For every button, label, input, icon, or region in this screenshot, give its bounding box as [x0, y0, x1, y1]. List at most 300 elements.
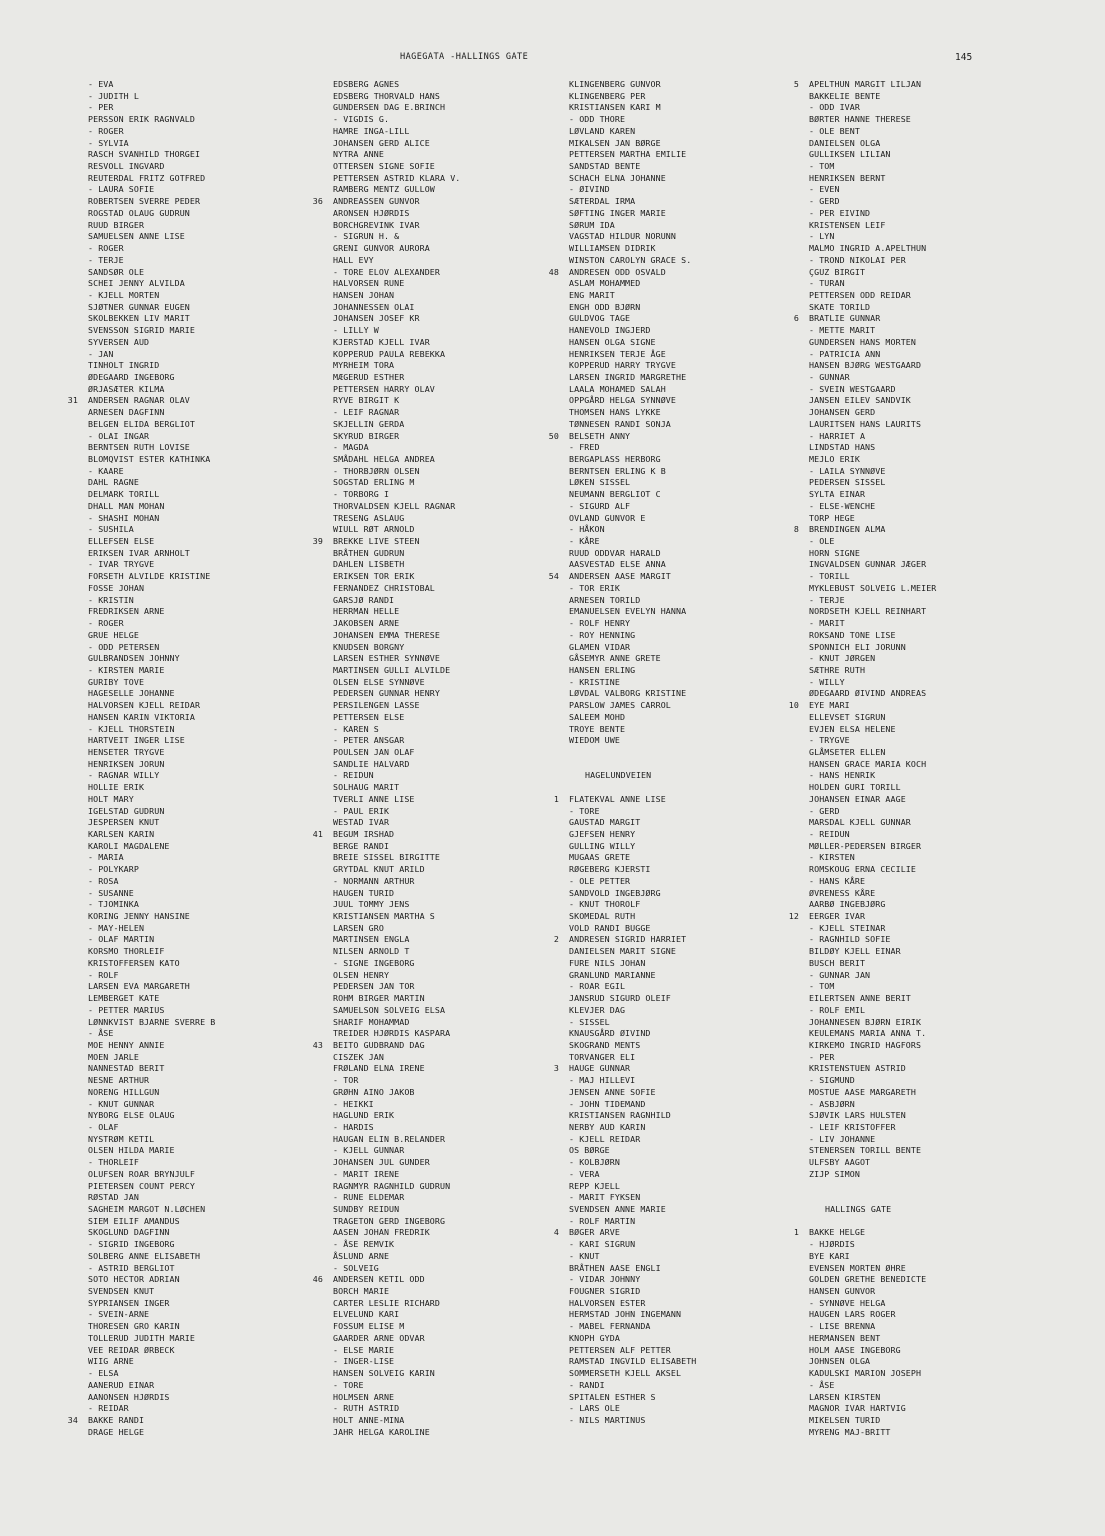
resident-entry: [773, 149, 1028, 161]
resident-entry: [52, 876, 307, 888]
resident-name: OLUFSEN ROAR BRYNJULF: [88, 1168, 195, 1179]
resident-entry: [773, 1309, 1028, 1321]
resident-name: - TOM: [809, 981, 835, 992]
resident-entry: [52, 794, 307, 806]
resident-entry: [533, 442, 788, 454]
house-number: 3: [553, 1063, 559, 1074]
resident-name: LØVLAND KAREN: [569, 125, 636, 136]
resident-entry: [297, 677, 552, 689]
resident-name: HENRIKSEN BERNT: [809, 172, 886, 183]
resident-name: MARTINSEN GULLI ALVILDE: [333, 664, 451, 675]
resident-name: PETTERSEN HARRY OLAV: [333, 383, 435, 394]
resident-name: PEDERSEN GUNNAR HENRY: [333, 688, 440, 699]
resident-entry: [52, 665, 307, 677]
resident-name: APELTHUN MARGIT LILJAN: [809, 79, 922, 89]
resident-name: GOLDEN GRETHE BENEDICTE: [809, 1274, 927, 1285]
resident-name: HORN SIGNE: [809, 547, 860, 558]
resident-name: MOE HENNY ANNIE: [88, 1039, 165, 1050]
resident-name: JAHR HELGA KAROLINE: [333, 1426, 430, 1437]
resident-name: SVENSSON SIGRID MARIE: [88, 325, 195, 336]
resident-name: - EVA: [88, 79, 114, 89]
resident-entry: [297, 466, 552, 478]
resident-name: - JAN: [88, 348, 114, 359]
resident-entry: [773, 747, 1028, 759]
resident-name: DHALL MAN MOHAN: [88, 500, 165, 511]
resident-name: - ROY HENNING: [569, 629, 636, 640]
resident-entry: [773, 1403, 1028, 1415]
resident-name: - KNUT GUNNAR: [88, 1098, 155, 1109]
resident-name: KRISTIANSEN RAGNHILD: [569, 1110, 671, 1121]
resident-name: - HANS HENRIK: [809, 770, 876, 781]
resident-name: BRÅTHEN AASE ENGLI: [569, 1262, 661, 1273]
resident-name: - ELSE MARIE: [333, 1344, 395, 1355]
resident-entry: [297, 735, 552, 747]
resident-name: SOGSTAD ERLING M: [333, 477, 415, 488]
resident-entry: [773, 1298, 1028, 1310]
resident-name: - SHASHI MOHAN: [88, 512, 160, 523]
resident-entry: [297, 642, 552, 654]
resident-name: JOHANSEN JOSEF KR: [333, 313, 420, 324]
resident-entry: [52, 1005, 307, 1017]
resident-entry: [533, 1110, 788, 1122]
resident-name: - OLE BENT: [809, 125, 860, 136]
resident-name: HANSEN KARIN VIKTORIA: [88, 711, 195, 722]
resident-entry: [52, 407, 307, 419]
resident-entry: [52, 302, 307, 314]
resident-entry: [52, 149, 307, 161]
resident-entry: [773, 1087, 1028, 1099]
resident-name: VAGSTAD HILDUR NORUNN: [569, 231, 676, 242]
resident-name: OVLAND GUNVOR E: [569, 512, 646, 523]
resident-name: - THORBJØRN OLSEN: [333, 465, 420, 476]
resident-entry: [773, 1192, 1028, 1204]
resident-name: SPITALEN ESTHER S: [569, 1391, 656, 1402]
resident-entry: [533, 899, 788, 911]
resident-name: - GERD: [809, 805, 840, 816]
resident-entry: [52, 1392, 307, 1404]
resident-name: - OLAI INGAR: [88, 430, 150, 441]
resident-name: SOTO HECTOR ADRIAN: [88, 1274, 180, 1285]
resident-entry: [773, 677, 1028, 689]
resident-name: HAUGE GUNNAR: [569, 1063, 631, 1074]
resident-entry: [297, 1145, 552, 1157]
resident-name: BØRTER HANNE THERESE: [809, 114, 911, 125]
resident-name: - MARIT: [809, 618, 845, 629]
resident-entry: [297, 173, 552, 185]
resident-entry: [773, 1321, 1028, 1333]
resident-entry: [773, 267, 1028, 279]
resident-entry: [773, 1227, 1028, 1239]
resident-name: JOHANSEN EINAR AAGE: [809, 793, 906, 804]
resident-entry: [533, 431, 788, 443]
resident-name: FOUGNER SIGRID: [569, 1286, 641, 1297]
resident-name: - ÅSE: [809, 1379, 835, 1390]
resident-name: NERBY AUD KARIN: [569, 1121, 646, 1132]
house-number: 1: [793, 1227, 799, 1238]
resident-entry: [533, 864, 788, 876]
resident-entry: [297, 1040, 552, 1052]
resident-name: REUTERDAL FRITZ GOTFRED: [88, 172, 206, 183]
resident-entry: [533, 419, 788, 431]
resident-entry: [533, 1122, 788, 1134]
resident-entry: [533, 595, 788, 607]
resident-entry: [297, 571, 552, 583]
resident-name: - LAILA SYNNØVE: [809, 465, 886, 476]
resident-name: MAGNOR IVAR HARTVIG: [809, 1403, 906, 1414]
resident-entry: [52, 243, 307, 255]
resident-entry: [52, 477, 307, 489]
resident-entry: [52, 454, 307, 466]
resident-entry: [773, 841, 1028, 853]
resident-entry: [297, 1274, 552, 1286]
resident-entry: [297, 454, 552, 466]
resident-name: FOSSUM ELISE M: [333, 1321, 405, 1332]
resident-name: SAGHEIM MARGOT N.LØCHEN: [88, 1204, 206, 1214]
resident-entry: [533, 477, 788, 489]
resident-name: WILLIAMSEN DIDRIK: [569, 243, 656, 254]
resident-entry: [773, 196, 1028, 208]
resident-entry: [52, 1169, 307, 1181]
resident-name: - OLAF MARTIN: [88, 934, 155, 945]
resident-entry: [533, 1368, 788, 1380]
resident-name: - TORILL: [809, 571, 850, 582]
resident-entry: [533, 114, 788, 126]
resident-name: BAKKE HELGE: [809, 1227, 866, 1238]
resident-entry: [533, 1298, 788, 1310]
resident-name: GLÅMSETER ELLEN: [809, 746, 886, 757]
resident-entry: [297, 1392, 552, 1404]
resident-name: - EVEN: [809, 184, 840, 195]
street-name: HALLINGS GATE: [825, 1204, 892, 1214]
resident-name: SAMUELSEN ANNE LISE: [88, 231, 185, 242]
resident-name: SÆTHRE RUTH: [809, 664, 866, 675]
resident-entry: [533, 606, 788, 618]
resident-entry: [52, 782, 307, 794]
resident-entry: [52, 1099, 307, 1111]
resident-name: BRATLIE GUNNAR: [809, 313, 881, 324]
resident-entry: [52, 313, 307, 325]
resident-name: BRÅTHEN GUDRUN: [333, 547, 405, 558]
resident-entry: [297, 712, 552, 724]
resident-entry: [533, 1192, 788, 1204]
resident-name: KNUDSEN BORGNY: [333, 641, 405, 652]
resident-name: - KRISTINE: [569, 676, 620, 687]
resident-entry: [52, 642, 307, 654]
resident-name: - SIGRID INGEBORG: [88, 1239, 175, 1250]
resident-name: - KAARE: [88, 465, 124, 476]
resident-name: MARSDAL KJELL GUNNAR: [809, 817, 911, 828]
resident-name: FERNANDEZ CHRISTOBAL: [333, 582, 435, 593]
resident-name: SANDSØR OLE: [88, 266, 145, 277]
street-name: HAGELUNDVEIEN: [585, 770, 652, 781]
resident-entry: [52, 571, 307, 583]
resident-entry: [533, 161, 788, 173]
resident-name: LARSEN ESTHER SYNNØVE: [333, 653, 440, 664]
resident-entry: [52, 548, 307, 560]
resident-name: - KNUT JØRGEN: [809, 653, 876, 664]
resident-name: FURE NILS JOHAN: [569, 957, 646, 968]
resident-entry: [533, 220, 788, 232]
resident-entry: [52, 138, 307, 150]
resident-entry: [773, 688, 1028, 700]
resident-entry: [773, 395, 1028, 407]
resident-entry: [297, 1263, 552, 1275]
resident-name: HALL EVY: [333, 254, 374, 265]
resident-entry: [52, 911, 307, 923]
resident-entry: [773, 1157, 1028, 1169]
resident-name: ELVELUND KARI: [333, 1309, 400, 1320]
resident-name: - MARIA: [88, 852, 124, 863]
resident-entry: [297, 946, 552, 958]
house-number: 48: [548, 266, 559, 277]
resident-entry: [773, 1380, 1028, 1392]
resident-name: TØNNESEN RANDI SONJA: [569, 418, 671, 429]
resident-name: ANDERSEN RAGNAR OLAV: [88, 395, 190, 406]
resident-entry: [773, 806, 1028, 818]
resident-entry: [533, 536, 788, 548]
resident-name: - HARDIS: [333, 1121, 374, 1132]
column-1: [52, 79, 307, 1438]
resident-entry: [297, 395, 552, 407]
resident-entry: [52, 337, 307, 349]
resident-entry: [297, 899, 552, 911]
resident-name: IGELSTAD GUDRUN: [88, 805, 165, 816]
resident-entry: [773, 1169, 1028, 1181]
resident-entry: [773, 1345, 1028, 1357]
resident-name: GULLIKSEN LILIAN: [809, 149, 891, 160]
resident-entry: [52, 1345, 307, 1357]
resident-name: INGVALDSEN GUNNAR JÆGER: [809, 559, 927, 570]
resident-name: PETTERSEN MARTHA EMILIE: [569, 149, 687, 160]
resident-entry: [52, 1368, 307, 1380]
resident-entry: [773, 407, 1028, 419]
resident-entry: [773, 1099, 1028, 1111]
resident-name: - TOR: [333, 1075, 359, 1086]
resident-name: - KJELL MORTEN: [88, 289, 160, 300]
resident-entry: [533, 1145, 788, 1157]
resident-entry: [52, 1145, 307, 1157]
resident-entry: [773, 501, 1028, 513]
resident-entry: [52, 442, 307, 454]
resident-name: ERIKSEN TOR ERIK: [333, 571, 415, 582]
resident-entry: [52, 981, 307, 993]
resident-entry: [773, 606, 1028, 618]
resident-entry: [773, 958, 1028, 970]
resident-name: HOLM AASE INGEBORG: [809, 1344, 901, 1355]
resident-name: PETTERSEN ALF PETTER: [569, 1344, 671, 1355]
resident-entry: [533, 747, 788, 759]
resident-entry: [297, 700, 552, 712]
resident-entry: [533, 325, 788, 337]
house-number: 46: [312, 1274, 323, 1285]
house-number: 4: [553, 1227, 559, 1238]
resident-entry: [773, 278, 1028, 290]
resident-name: - ROGER: [88, 618, 124, 629]
resident-name: FOSSE JOHAN: [88, 582, 145, 593]
resident-entry: [297, 302, 552, 314]
resident-entry: [773, 1110, 1028, 1122]
resident-name: SKOGRAND MENTS: [569, 1039, 641, 1050]
resident-name: ZIJP SIMON: [809, 1168, 860, 1179]
resident-entry: [533, 724, 788, 736]
resident-entry: [533, 360, 788, 372]
resident-name: - KOLBJØRN: [569, 1157, 620, 1168]
resident-name: DAHL RAGNE: [88, 477, 139, 488]
resident-name: TVERLI ANNE LISE: [333, 793, 415, 804]
resident-name: - OLAF: [88, 1121, 119, 1132]
resident-entry: [297, 1356, 552, 1368]
resident-name: - LILLY W: [333, 325, 379, 336]
resident-entry: [297, 536, 552, 548]
resident-name: - KRISTIN: [88, 594, 134, 605]
resident-name: TORP HEGE: [809, 512, 855, 523]
resident-name: - RANDI: [569, 1379, 605, 1390]
resident-name: - SIGURD ALF: [569, 500, 631, 511]
resident-name: MEJLO ERIK: [809, 454, 860, 464]
resident-name: THOMSEN HANS LYKKE: [569, 407, 661, 418]
resident-name: - MAJ HILLEVI: [569, 1075, 636, 1086]
resident-entry: [52, 1052, 307, 1064]
resident-name: - RAGNAR WILLY: [88, 770, 160, 781]
resident-name: EYE MARI: [809, 700, 850, 711]
resident-name: ANDRESEN ODD OSVALD: [569, 266, 666, 277]
resident-entry: [297, 114, 552, 126]
resident-name: GAUSTAD MARGIT: [569, 817, 641, 828]
resident-entry: [533, 454, 788, 466]
resident-name: BØGER ARVE: [569, 1227, 620, 1238]
resident-name: HOLT MARY: [88, 793, 134, 804]
resident-name: RUUD BIRGER: [88, 219, 145, 230]
resident-entry: [297, 431, 552, 443]
resident-name: ANDERSEN AASE MARGIT: [569, 571, 671, 582]
resident-entry: [533, 782, 788, 794]
resident-entry: [52, 1239, 307, 1251]
resident-entry: [533, 958, 788, 970]
resident-name: - LISE BRENNA: [809, 1321, 876, 1332]
resident-entry: [297, 1181, 552, 1193]
resident-entry: [773, 583, 1028, 595]
resident-entry: [52, 231, 307, 243]
page-number: 145: [955, 52, 973, 63]
resident-name: NYBORG ELSE OLAUG: [88, 1110, 175, 1121]
resident-name: - INGER-LISE: [333, 1356, 395, 1367]
resident-entry: [297, 184, 552, 196]
resident-entry: [52, 1427, 307, 1439]
resident-name: ÅSLUND ARNE: [333, 1250, 390, 1261]
resident-name: - METTE MARIT: [809, 325, 876, 336]
resident-entry: [52, 1263, 307, 1275]
resident-entry: [533, 1356, 788, 1368]
resident-name: - SYNNØVE HELGA: [809, 1297, 886, 1308]
resident-name: - HJØRDIS: [809, 1239, 855, 1250]
resident-entry: [773, 1063, 1028, 1075]
resident-name: ØVRENESS KÅRE: [809, 887, 876, 898]
resident-name: - MABEL FERNANDA: [569, 1321, 651, 1332]
resident-name: SANDVOLD INGEBJØRG: [569, 887, 661, 898]
resident-name: BERGE RANDI: [333, 840, 390, 851]
resident-entry: [297, 384, 552, 396]
resident-name: - VIGDIS G.: [333, 114, 390, 125]
resident-name: SKOGLUND DAGFINN: [88, 1227, 170, 1238]
resident-entry: [533, 735, 788, 747]
resident-name: SYLTA EINAR: [809, 489, 866, 500]
resident-entry: [773, 642, 1028, 654]
resident-entry: [533, 278, 788, 290]
resident-name: GRANLUND MARIANNE: [569, 969, 656, 980]
resident-name: EERGER IVAR: [809, 911, 866, 922]
resident-entry: [533, 267, 788, 279]
resident-name: BERNTSEN ERLING K B: [569, 465, 666, 476]
resident-name: ROKSAND TONE LISE: [809, 629, 896, 640]
resident-entry: [297, 548, 552, 560]
resident-name: LAALA MOHAMED SALAH: [569, 383, 666, 394]
resident-entry: [533, 126, 788, 138]
resident-entry: [773, 208, 1028, 220]
resident-entry: [297, 1087, 552, 1099]
resident-entry: [533, 337, 788, 349]
resident-name: BEITO GUDBRAND DAG: [333, 1039, 425, 1050]
resident-entry: [533, 946, 788, 958]
resident-name: FORSETH ALVILDE KRISTINE: [88, 571, 211, 582]
resident-name: MARTINSEN ENGLA: [333, 934, 410, 945]
resident-entry: [297, 290, 552, 302]
resident-name: KRISTIANSEN KARI M: [569, 102, 661, 113]
resident-name: KORSMO THORLEIF: [88, 946, 165, 957]
resident-name: - GERD: [809, 196, 840, 207]
resident-name: - RUTH ASTRID: [333, 1403, 400, 1414]
resident-entry: [52, 923, 307, 935]
resident-name: HENSETER TRYGVE: [88, 746, 165, 757]
house-number: 6: [793, 313, 799, 324]
resident-entry: [773, 1251, 1028, 1263]
resident-entry: [297, 688, 552, 700]
resident-entry: [773, 325, 1028, 337]
resident-name: OLSEN HILDA MARIE: [88, 1145, 175, 1156]
resident-entry: [773, 79, 1028, 91]
resident-entry: [297, 91, 552, 103]
resident-entry: [773, 1415, 1028, 1427]
resident-entry: [297, 993, 552, 1005]
resident-name: BUSCH BERIT: [809, 957, 866, 968]
resident-name: NORENG HILLGUN: [88, 1086, 160, 1097]
resident-name: - PETER ANSGAR: [333, 735, 405, 746]
resident-name: LØNNKVIST BJARNE SVERRE B: [88, 1016, 216, 1027]
resident-entry: [297, 1099, 552, 1111]
resident-name: ÇGUZ BIRGIT: [809, 266, 866, 277]
resident-entry: [52, 899, 307, 911]
resident-name: - HÅKON: [569, 524, 605, 535]
resident-entry: [533, 1157, 788, 1169]
resident-entry: [533, 923, 788, 935]
resident-entry: [773, 630, 1028, 642]
resident-name: SKOLBEKKEN LIV MARIT: [88, 313, 190, 324]
resident-entry: [773, 454, 1028, 466]
resident-name: KRISTIANSEN MARTHA S: [333, 911, 435, 922]
resident-name: BEGUM IRSHAD: [333, 829, 395, 839]
resident-entry: [533, 1005, 788, 1017]
resident-name: - ODD THORE: [569, 114, 626, 125]
resident-name: DAHLEN LISBETH: [333, 559, 405, 570]
house-number: 41: [312, 829, 323, 839]
resident-entry: [773, 419, 1028, 431]
resident-entry: [533, 653, 788, 665]
resident-name: - LIV JOHANNE: [809, 1133, 876, 1144]
resident-name: GÅSEMYR ANNE GRETE: [569, 653, 661, 664]
resident-entry: [773, 220, 1028, 232]
resident-name: TOLLERUD JUDITH MARIE: [88, 1332, 195, 1343]
house-number: 36: [312, 196, 323, 207]
resident-entry: [533, 1169, 788, 1181]
